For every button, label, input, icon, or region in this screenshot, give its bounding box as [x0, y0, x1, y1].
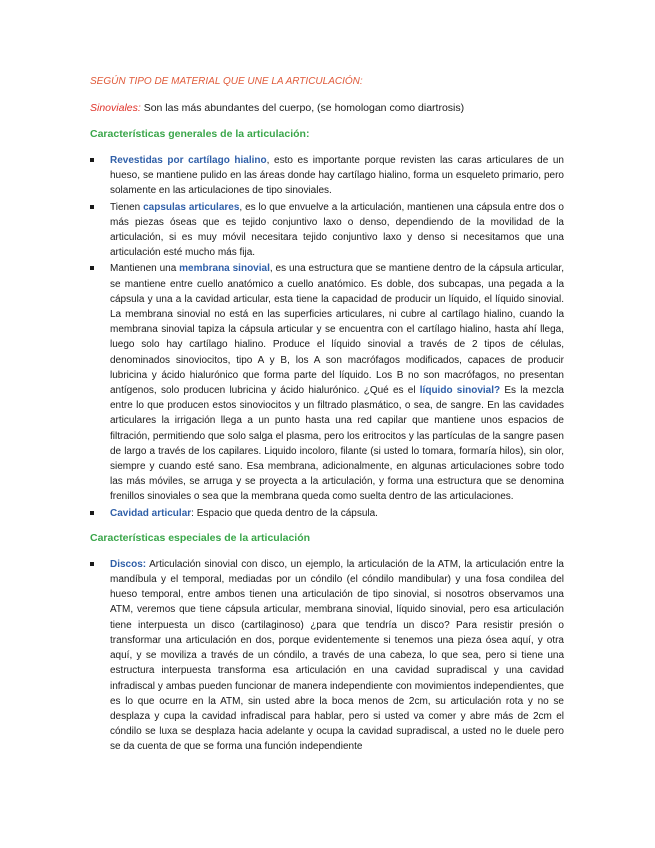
sinoviales-line: [90, 100, 564, 117]
bullet-icon: [90, 511, 94, 515]
item-text-2: Es la mezcla entre lo que producen estos sinoviocitos y un filtrado plasmático, o sea, de sangre. En las cavidades articulares la irrigación llega a un punto hasta una red capilar que mantiene unos espacios de filtración, permitiendo que solo salga el plasma, pero los eritrocitos y las partículas de la sangre pasen de largo a través de los capilares. Liquido incoloro, filante (si usted lo tomara, formaría hilos), sin olor, siempre y cuando esté sano. Esa membrana, adicionalmente, en algunas articulaciones sobre todo las más móviles, se arruga y se proyecta a la articulación, y forma una estructura que se denomina frenillos sinoviales o sea que la membrana queda como suelta dentro de las articulaciones.: [110, 385, 564, 503]
bullet-icon: [90, 562, 94, 566]
list-item: [90, 557, 564, 755]
term-liquido-sinovial: líquido sinovial?: [419, 385, 501, 397]
sinoviales-label: Sinoviales:: [90, 102, 141, 114]
term-membrana-sinovial: membrana sinovial: [179, 263, 270, 275]
item-text: , es una estructura que se mantiene dentro de la cápsula articular, se mantiene entre cuello anatómico a cuello anatómico. Es doble, dos subcapas, una pegada a la cápsula y una a la cavidad articular, esta tiene la capacidad de producir un líquido, el líquido sinovial. La membrana sinovial no está en las superficies articulares, ni cubre al cartílago hialino, cuando la membrana sinovial tapiza la cápsula articular y se encuentra con el cartílago hialino, hasta ahí llega, luego solo hay cartílago hialino. Produce el líquido sinovial a través de 2 tipos de células, denominados sinoviocitos, tipo A y B, los A son macrófagos modificados, capaces de producir lubricina y ácido hialurónico que forma parte del líquido. Los B no son macrófagos, no presentan antígenos, solo producen lubricina y ácido hialurónico. ¿Qué es el: [110, 263, 564, 397]
item-text: : Espacio que queda dentro de la cápsula.: [191, 507, 378, 519]
sinoviales-text: Son las más abundantes del cuerpo, (se homologan como diartrosis): [140, 102, 465, 114]
bullet-icon: [90, 205, 94, 209]
term-cartilago-hialino: Revestidas por cartílago hialino: [110, 155, 267, 166]
bullet-icon: [90, 158, 94, 162]
general-characteristics-title: Características generales de la articulación:: [90, 128, 310, 140]
item-prefix: Tienen: [110, 201, 144, 213]
item-text: , esto es importante porque revisten las caras articulares de un hueso, se mantiene pulido en las áreas donde hay cartílago hialino, forma un esqueleto primario, pero solamente en las articulaciones de tipo sinoviales.: [110, 155, 564, 197]
list-item: [90, 506, 564, 521]
list-item: [90, 200, 564, 261]
term-capsulas-articulares: capsulas articulares: [143, 201, 240, 213]
item-text: , es lo que envuelve a la articulación, mantienen una cápsula entre dos o más piezas óseas que es tejido conjuntivo laxo o denso, dependiendo de la movilidad de la articulación, si es muy móvil necesitara tejido conjuntivo laxo y denso si necesitamos que una articulación esté mucho más fija.: [110, 201, 564, 259]
term-discos: Discos:: [110, 558, 147, 570]
special-characteristics-title: Características especiales de la articulación: [90, 531, 311, 544]
special-characteristics-list: [90, 557, 564, 755]
document-content: [90, 76, 564, 756]
bullet-icon: [90, 266, 94, 270]
section-heading: SEGÚN TIPO DE MATERIAL QUE UNE LA ARTICULACIÓN:: [90, 76, 363, 87]
term-cavidad-articular: Cavidad articular: [110, 507, 192, 519]
item-text: Articulación sinovial con disco, un ejemplo, la articulación de la ATM, la articulación entre la mandíbula y el temporal, mediadas por un cóndilo (el cóndilo mandibular) y una fosa condilea del hueso temporal, entre ambos tienen una articulación de tipo sinovial, si nosotros observamos una ATM, veremos que tiene cápsula articular, membrana sinovial, líquido sinovial, pero esa articulación tiene interpuesta un disco (cartilaginoso) ¿para que tendría un disco? Para resistir presión o transformar una articulación en dos, porque evidentemente si tenemos una pieza ósea aquí, y otra aquí, y se moviliza a través de un cóndilo, a través de una cabeza, lo que sea, pero si tiene una estructura interpuesta transforma esa articulación en una cavidad supradiscal y una cavidad infradiscal y ambas pueden funcionar de manera independiente con movimientos independientes, que es lo que ocurre en la ATM, sin usted abre la boca menos de 2cm, su articulación rota y no se desplaza y cupa la cavidad infradiscal para hablar, pero si usted va comer y abre más de 2cm el cóndilo se luxa se desplaza hacia adelante y ocupa la cavidad supradiscal, a usted no le duele pero se da cuenta de que se forma una función independiente: [110, 558, 564, 753]
list-item: [90, 153, 564, 199]
list-item: [90, 261, 564, 504]
general-characteristics-list: [90, 153, 564, 521]
item-prefix: Mantienen una: [110, 263, 180, 275]
